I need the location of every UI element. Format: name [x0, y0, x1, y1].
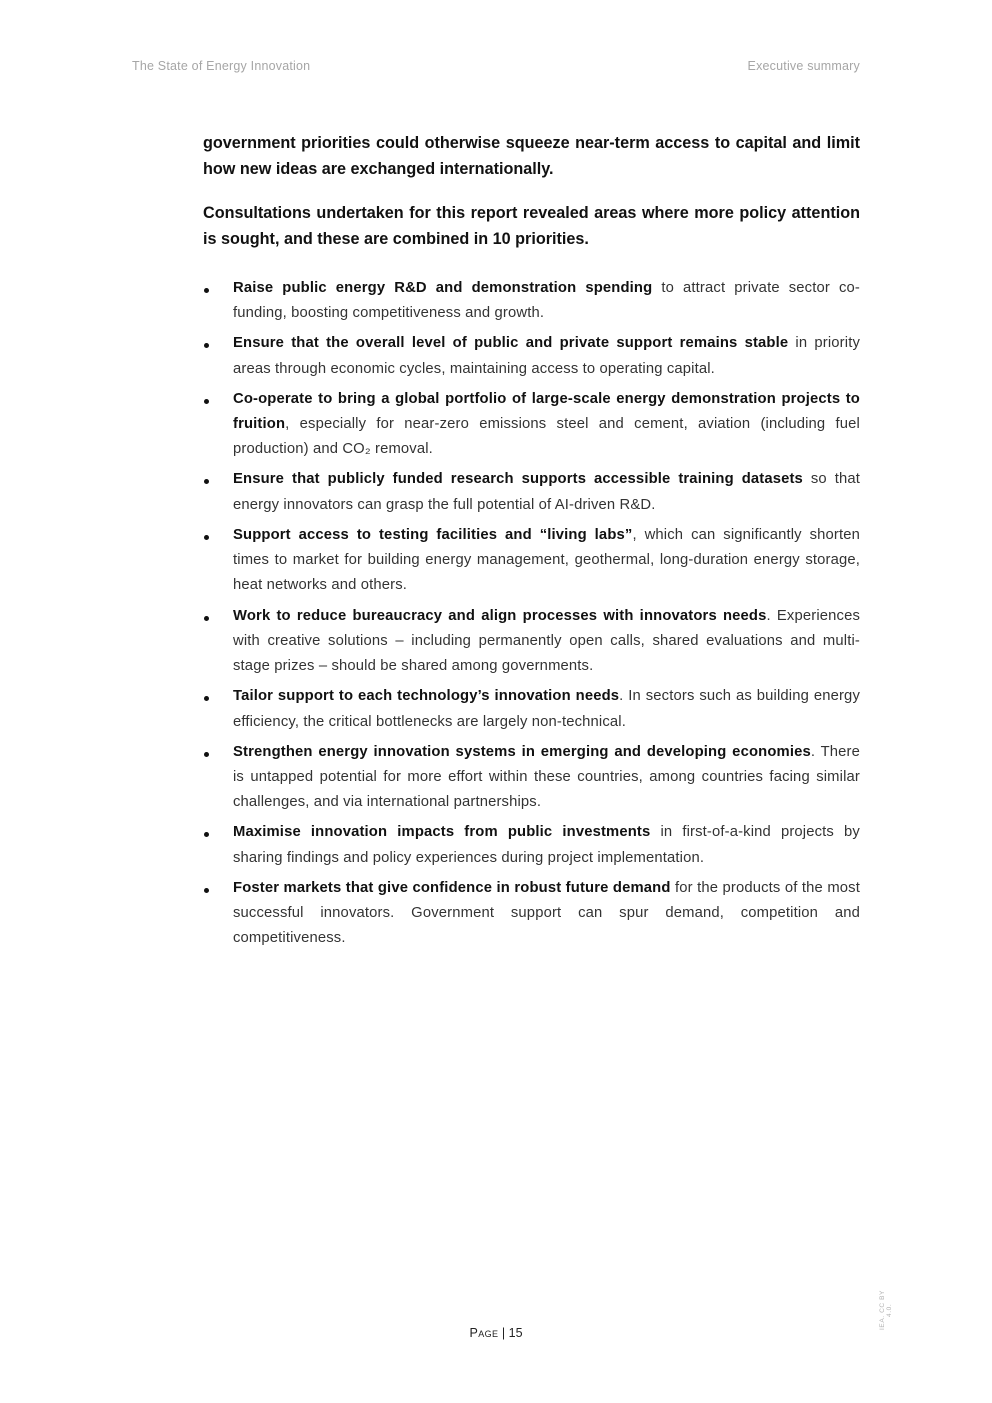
priority-title: Tailor support to each technology’s innovation needs — [233, 688, 620, 705]
priorities-list — [203, 276, 860, 952]
header-report-title: The State of Energy Innovation — [132, 59, 311, 73]
priority-text: to attract private sector co-funding, boosting competitiveness and growth. — [233, 280, 860, 322]
priority-text: for the products of the most successful innovators. Government support can spur demand, competition and competitiveness. — [233, 879, 860, 947]
priority-text: . There is untapped potential for more effort within these countries, among countries facing similar challenges, and via international partnerships. — [233, 743, 860, 811]
priority-item — [203, 387, 860, 463]
page-body — [203, 130, 860, 956]
bullet-dot-icon — [204, 343, 209, 348]
priority-text: . Experiences with creative solutions – including permanently open calls, shared evaluations and multi-stage prizes – should be shared among governments. — [233, 607, 860, 675]
priority-text: so that energy innovators can grasp the full potential of AI-driven R&D. — [233, 471, 861, 513]
intro-paragraph: government priorities could otherwise squeeze near-term access to capital and limit how new ideas are exchanged internationally. — [203, 134, 860, 178]
page-number-value: 15 — [508, 1326, 523, 1340]
bullet-dot-icon — [204, 479, 209, 484]
license-note: IEA. CC BY 4.0. — [879, 1290, 893, 1330]
priority-title: Raise public energy R&D and demonstration spending — [233, 280, 653, 296]
priority-item — [203, 467, 860, 518]
bullet-dot-icon — [204, 399, 209, 404]
priority-title: Co-operate to bring a global portfolio of large-scale energy demonstration projects to fruition — [233, 390, 860, 433]
priority-title: Support access to testing facilities and “living labs” — [233, 526, 633, 543]
bullet-dot-icon — [204, 288, 209, 293]
bullet-dot-icon — [204, 832, 209, 837]
priority-text: in first-of-a-kind projects by sharing findings and policy experiences during project implementation. — [233, 824, 860, 866]
priority-item — [203, 684, 860, 735]
priority-title: Foster markets that give confidence in robust future demand — [233, 879, 671, 896]
priority-title: Maximise innovation impacts from public investments — [233, 824, 651, 841]
page-label: Page — [469, 1326, 499, 1340]
page-separator: | — [498, 1326, 509, 1340]
priority-text: , especially for near-zero emissions steel and cement, aviation (including fuel production) and CO₂ removal. — [233, 416, 860, 458]
running-header — [132, 59, 860, 73]
header-section-title: Executive summary — [747, 59, 860, 73]
priority-title: Strengthen energy innovation systems in emerging and developing economies — [233, 743, 811, 760]
priority-item — [203, 276, 860, 327]
bullet-dot-icon — [204, 696, 209, 701]
priority-title: Work to reduce bureaucracy and align processes with innovators needs — [233, 607, 767, 624]
priority-item — [203, 331, 860, 382]
page-number — [0, 1326, 992, 1340]
priority-text: in priority areas through economic cycles, maintaining access to operating capital. — [233, 335, 861, 377]
bullet-dot-icon — [204, 535, 209, 540]
bullet-dot-icon — [204, 752, 209, 757]
priority-item — [203, 604, 860, 680]
priority-text: , which can significantly shorten times to market for building energy management, geothermal, long-duration energy storage, heat networks and others. — [233, 526, 861, 594]
priority-item — [203, 740, 860, 816]
priority-item — [203, 523, 860, 599]
priority-title: Ensure that publicly funded research supports accessible training datasets — [233, 471, 803, 488]
priority-item — [203, 820, 860, 871]
priority-item — [203, 876, 860, 952]
bullet-dot-icon — [204, 616, 209, 621]
priority-text: . In sectors such as building energy efficiency, the critical bottlenecks are largely non-technical. — [233, 688, 860, 730]
priority-title: Ensure that the overall level of public and private support remains stable — [233, 335, 789, 352]
consultations-paragraph: Consultations undertaken for this report revealed areas where more policy attention is sought, and these are combined in 10 priorities. — [203, 204, 860, 248]
bullet-dot-icon — [204, 888, 209, 893]
